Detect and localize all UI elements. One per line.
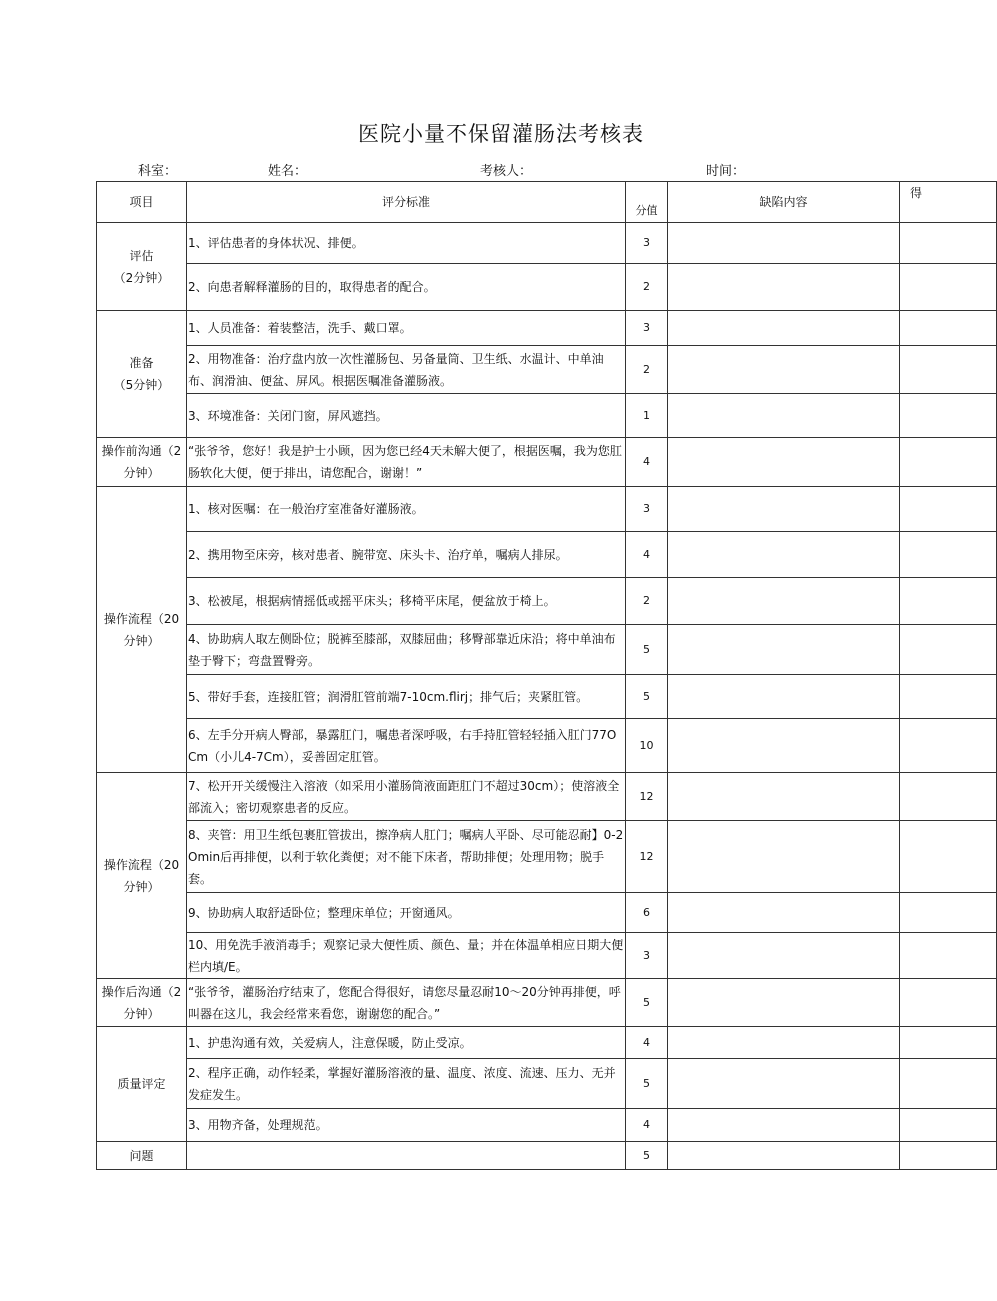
- got-cell[interactable]: [900, 773, 997, 821]
- table-row: [97, 394, 997, 438]
- col-got-header: 得: [900, 182, 997, 223]
- score-cell: 10: [626, 719, 668, 773]
- table-row: [97, 311, 997, 346]
- section-proc2-cell: 操作流程（20分钟）: [97, 773, 187, 979]
- criteria-text: 2、用物准备：治疗盘内放一次性灌肠包、另备量筒、卫生纸、水温计、中单油布、润滑油、便盆、屏风。根据医嘱准备灌肠液。: [187, 346, 626, 394]
- page-title: 医院小量不保留灌肠法考核表: [358, 122, 644, 146]
- got-cell[interactable]: [900, 893, 997, 933]
- table-row: [97, 1142, 997, 1170]
- table-row: [97, 893, 997, 933]
- deficiency-cell[interactable]: [668, 532, 900, 578]
- table-row: [97, 438, 997, 487]
- col-score-header: 分值: [626, 182, 668, 223]
- criteria-text: 5、带好手套，连接肛管；润滑肛管前端7-10cm.flirj；排气后；夹紧肛管。: [187, 675, 626, 719]
- score-cell: 4: [626, 1027, 668, 1059]
- col-item-header: 项目: [97, 182, 187, 223]
- table-row: [97, 719, 997, 773]
- deficiency-cell[interactable]: [668, 264, 900, 311]
- section-question-cell: 问题: [97, 1142, 187, 1170]
- score-cell: 3: [626, 487, 668, 532]
- got-cell[interactable]: [900, 1109, 997, 1142]
- table-row: [97, 933, 997, 979]
- table-row: [97, 1109, 997, 1142]
- examiner-label: 考核人：: [480, 164, 533, 179]
- deficiency-cell[interactable]: [668, 1027, 900, 1059]
- criteria-text: 4、协助病人取左侧卧位；脱裤至膝部，双膝屈曲；移臀部靠近床沿；将中单油布垫于臀下；弯盘置臀旁。: [187, 625, 626, 675]
- deficiency-cell[interactable]: [668, 675, 900, 719]
- got-cell[interactable]: [900, 487, 997, 532]
- col-criteria-header: 评分标准: [187, 182, 626, 223]
- criteria-text: 3、松被尾，根据病情摇低或摇平床头；移椅平床尾，便盆放于椅上。: [187, 578, 626, 625]
- score-cell: 4: [626, 532, 668, 578]
- criteria-text: 8、夹管：用卫生纸包裹肛管拔出，擦净病人肛门；嘱病人平卧、尽可能忍耐】0-2Omin后再排便，以利于软化粪便；对不能下床者，帮助排便；处理用物；脱手套。: [187, 821, 626, 893]
- criteria-text: 2、程序正确，动作轻柔，掌握好灌肠溶液的量、温度、浓度、流速、压力、无并发症发生。: [187, 1059, 626, 1109]
- section-sub: （2分钟）: [113, 270, 170, 285]
- deficiency-cell[interactable]: [668, 394, 900, 438]
- deficiency-cell[interactable]: [668, 979, 900, 1027]
- score-cell: 5: [626, 625, 668, 675]
- got-cell[interactable]: [900, 311, 997, 346]
- section-post-comm-cell: 操作后沟通（2分钟）: [97, 979, 187, 1027]
- deficiency-cell[interactable]: [668, 933, 900, 979]
- got-cell[interactable]: [900, 578, 997, 625]
- score-cell: 5: [626, 1059, 668, 1109]
- name-label: 姓名：: [268, 164, 308, 179]
- got-cell[interactable]: [900, 532, 997, 578]
- section-quality-cell: 质量评定: [97, 1027, 187, 1142]
- section-pre-comm-cell: 操作前沟通（2分钟）: [97, 438, 187, 487]
- got-cell[interactable]: [900, 675, 997, 719]
- score-cell: 12: [626, 773, 668, 821]
- table-row: [97, 487, 997, 532]
- section-prep-cell: [97, 311, 187, 438]
- criteria-text: 2、向患者解释灌肠的目的，取得患者的配合。: [187, 264, 626, 311]
- deficiency-cell[interactable]: [668, 223, 900, 264]
- deficiency-cell[interactable]: [668, 311, 900, 346]
- criteria-text: 1、核对医嘱：在一般治疗室准备好灌肠液。: [187, 487, 626, 532]
- section-label: 评估: [129, 248, 154, 263]
- criteria-text: 6、左手分开病人臀部，暴露肛门，嘱患者深呼吸，右手持肛管轻轻插入肛门77OCm（小儿4-7Cm），妥善固定肛管。: [187, 719, 626, 773]
- section-sub: （5分钟）: [113, 378, 170, 392]
- criteria-text[interactable]: [187, 1142, 626, 1170]
- score-cell: 6: [626, 893, 668, 933]
- got-cell[interactable]: [900, 264, 997, 311]
- deficiency-cell[interactable]: [668, 893, 900, 933]
- table-row: [97, 821, 997, 893]
- score-cell: 1: [626, 394, 668, 438]
- deficiency-cell[interactable]: [668, 719, 900, 773]
- deficiency-cell[interactable]: [668, 773, 900, 821]
- criteria-text: 9、协助病人取舒适卧位；整理床单位；开窗通风。: [187, 893, 626, 933]
- time-label: 时间：: [706, 164, 746, 179]
- col-deficiency-header: 缺陷内容: [668, 182, 900, 223]
- got-cell[interactable]: [900, 719, 997, 773]
- deficiency-cell[interactable]: [668, 578, 900, 625]
- table-header-row: [97, 182, 997, 223]
- table-row: [97, 223, 997, 264]
- got-cell[interactable]: [900, 438, 997, 487]
- score-cell: 4: [626, 1109, 668, 1142]
- deficiency-cell[interactable]: [668, 1059, 900, 1109]
- got-cell[interactable]: [900, 346, 997, 394]
- dept-label: 科室：: [138, 164, 178, 179]
- table-row: [97, 979, 997, 1027]
- criteria-text: “张爷爷，您好！我是护士小顾，因为您已经4天未解大便了，根据医嘱，我为您肛肠软化大便，便于排出，请您配合，谢谢！”: [187, 438, 626, 487]
- got-cell[interactable]: [900, 223, 997, 264]
- criteria-text: “张爷爷，灌肠治疗结束了，您配合得很好，请您尽量忍耐10～20分钟再排便，呼叫器在这儿，我会经常来看您，谢谢您的配合。”: [187, 979, 626, 1027]
- deficiency-cell[interactable]: [668, 346, 900, 394]
- score-cell: 5: [626, 979, 668, 1027]
- deficiency-cell[interactable]: [668, 1142, 900, 1170]
- table-row: [97, 578, 997, 625]
- criteria-text: 1、人员准备：着装整洁，洗手、戴口罩。: [187, 311, 626, 346]
- score-cell: 2: [626, 264, 668, 311]
- score-cell: 4: [626, 438, 668, 487]
- table-row: [97, 675, 997, 719]
- deficiency-cell[interactable]: [668, 438, 900, 487]
- deficiency-cell[interactable]: [668, 1109, 900, 1142]
- criteria-text: 1、评估患者的身体状况、排便。: [187, 223, 626, 264]
- criteria-text: 10、用免洗手液消毒手；观察记录大便性质、颜色、量；并在体温单相应日期大便栏内填/E。: [187, 933, 626, 979]
- criteria-text: 3、环境准备：关闭门窗，屏风遮挡。: [187, 394, 626, 438]
- assessment-table: [96, 181, 997, 1170]
- deficiency-cell[interactable]: [668, 625, 900, 675]
- got-cell[interactable]: [900, 821, 997, 893]
- got-cell[interactable]: [900, 1027, 997, 1059]
- section-label: 准备: [129, 356, 154, 370]
- table-row: [97, 1059, 997, 1109]
- criteria-text: 1、护患沟通有效，关爱病人，注意保暖，防止受凉。: [187, 1027, 626, 1059]
- table-row: [97, 625, 997, 675]
- deficiency-cell[interactable]: [668, 821, 900, 893]
- deficiency-cell[interactable]: [668, 487, 900, 532]
- got-cell[interactable]: [900, 1059, 997, 1109]
- table-row: [97, 346, 997, 394]
- score-cell: 2: [626, 346, 668, 394]
- score-cell: 5: [626, 1142, 668, 1170]
- got-cell[interactable]: [900, 394, 997, 438]
- section-assess-cell: [97, 223, 187, 311]
- score-cell: 2: [626, 578, 668, 625]
- criteria-text: 3、用物齐备，处理规范。: [187, 1109, 626, 1142]
- got-cell[interactable]: [900, 933, 997, 979]
- score-cell: 5: [626, 675, 668, 719]
- score-cell: 3: [626, 933, 668, 979]
- table-row: [97, 1027, 997, 1059]
- section-proc1-cell: 操作流程（20分钟）: [97, 487, 187, 773]
- got-cell[interactable]: [900, 979, 997, 1027]
- table-row: [97, 264, 997, 311]
- score-cell: 12: [626, 821, 668, 893]
- table-row: [97, 773, 997, 821]
- got-cell[interactable]: [900, 1142, 997, 1170]
- score-cell: 3: [626, 223, 668, 264]
- table-row: [97, 532, 997, 578]
- got-cell[interactable]: [900, 625, 997, 675]
- criteria-text: 7、松开开关缓慢注入溶液（如采用小灌肠筒液面距肛门不超过30cm）；使溶液全部流入；密切观察患者的反应。: [187, 773, 626, 821]
- criteria-text: 2、携用物至床旁，核对患者、腕带宽、床头卡、治疗单，嘱病人排尿。: [187, 532, 626, 578]
- score-cell: 3: [626, 311, 668, 346]
